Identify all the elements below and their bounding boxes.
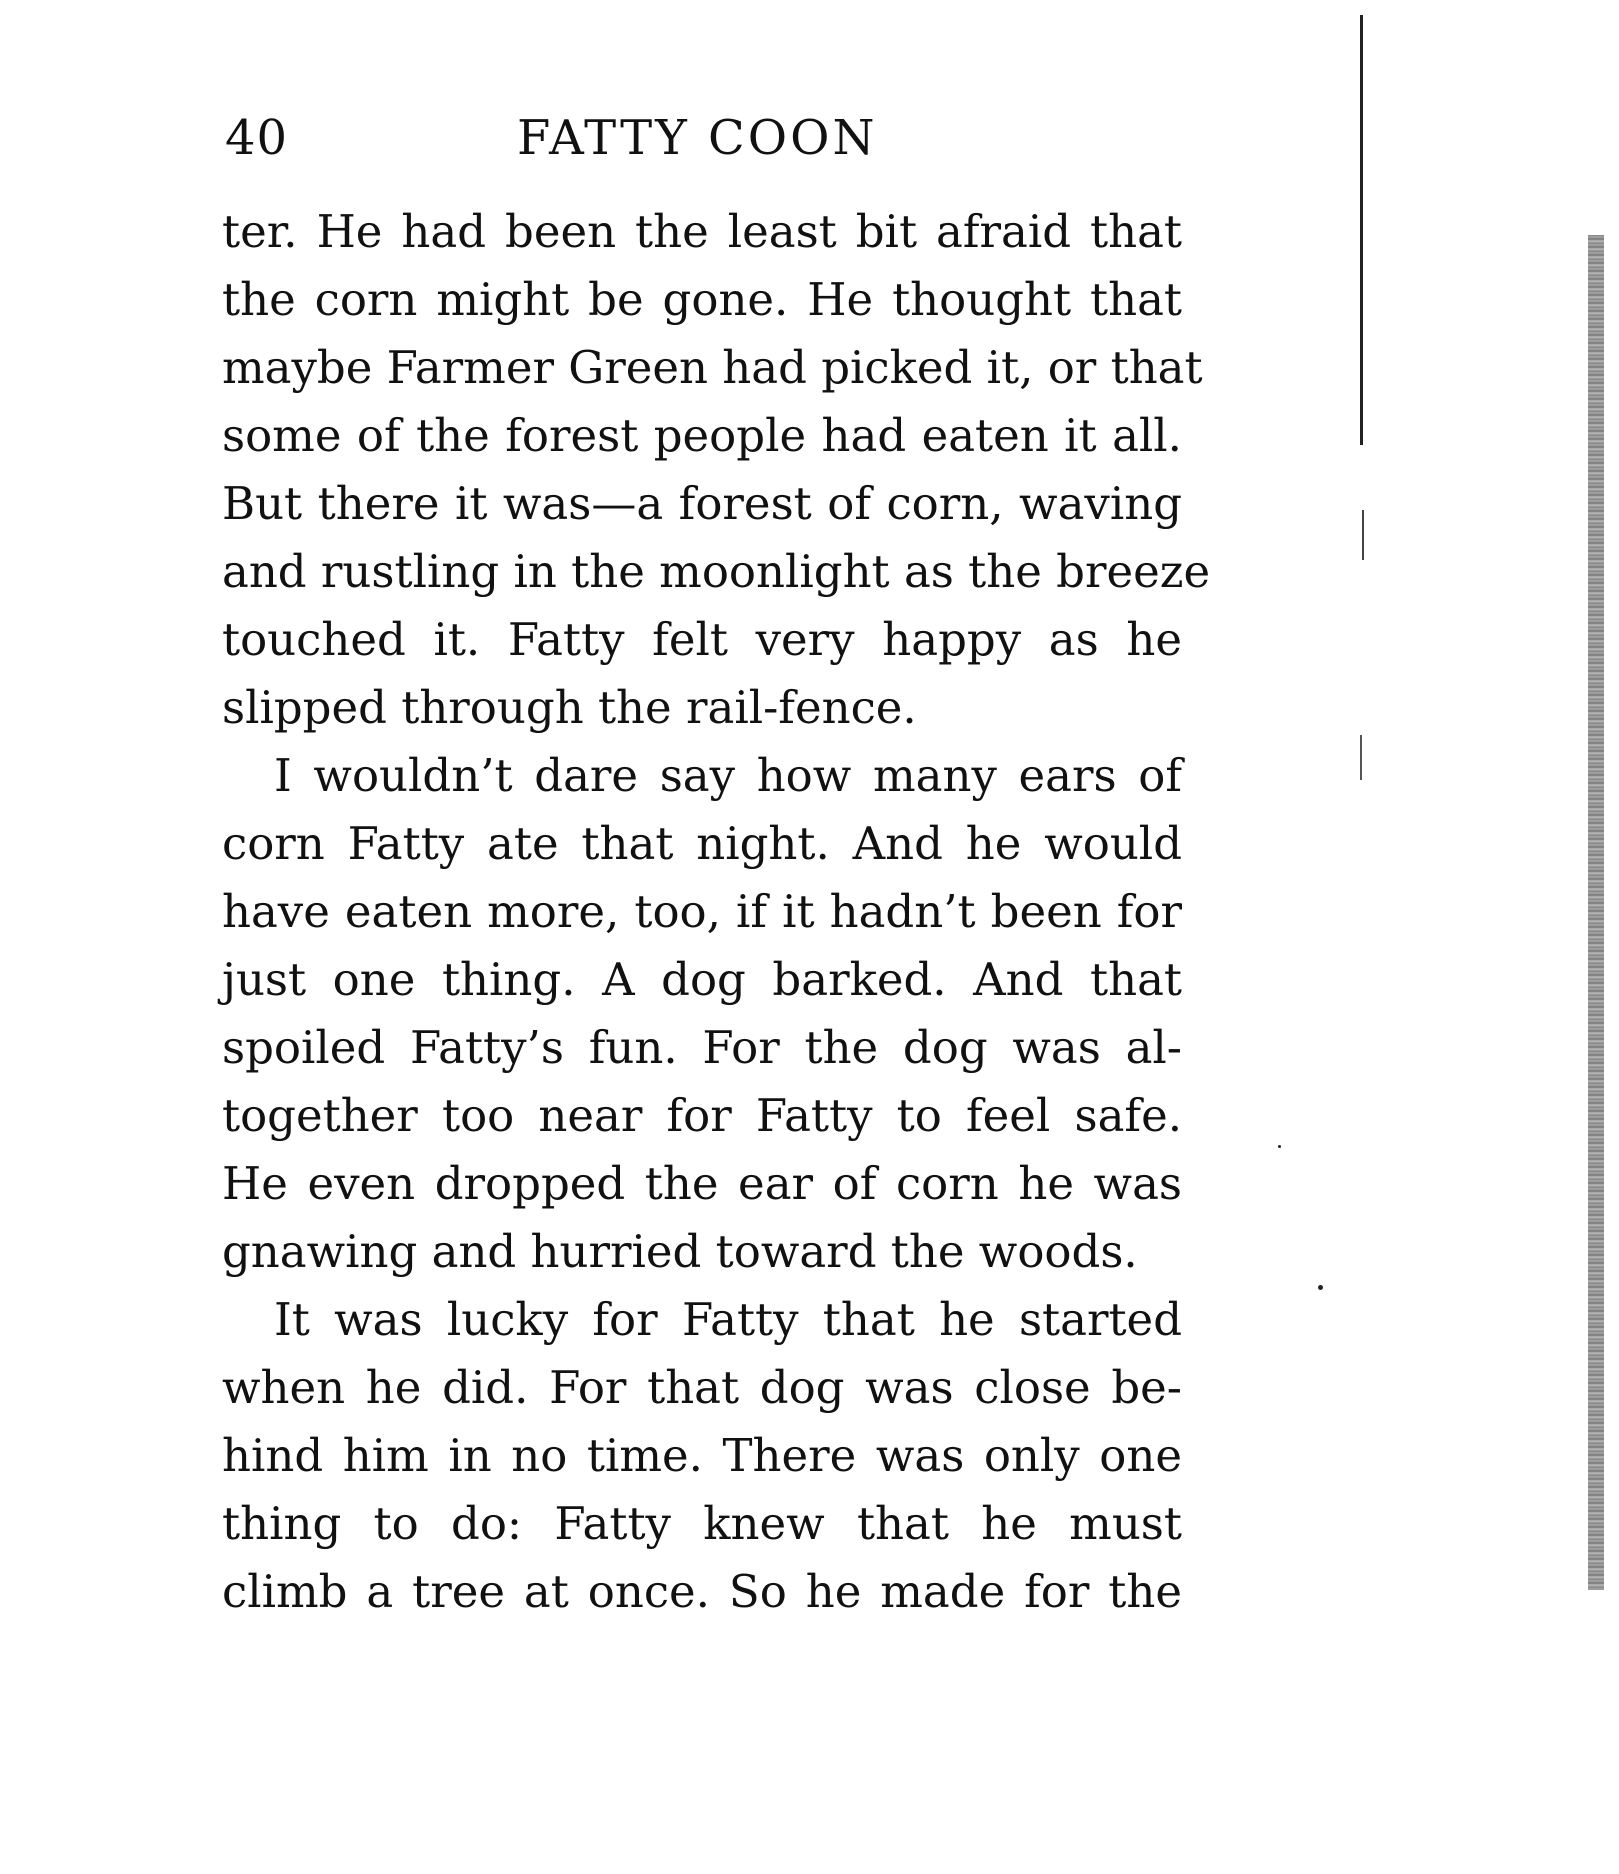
text-line: corn Fatty ate that night. And he would (222, 817, 1182, 870)
scan-speck (1278, 1145, 1281, 1148)
binding-edge-line (1360, 15, 1363, 445)
page-number: 40 (225, 110, 289, 166)
text-line: But there it was—a forest of corn, waving (222, 477, 1182, 530)
text-line: He even dropped the ear of corn he was (222, 1157, 1182, 1210)
running-title: FATTY COON (517, 110, 878, 166)
text-line: climb a tree at once. So he made for the (222, 1565, 1182, 1618)
scan-gutter-strip (1588, 235, 1604, 1590)
text-line: ter. He had been the least bit afraid that (222, 205, 1182, 258)
text-line: hind him in no time. There was only one (222, 1429, 1182, 1482)
scan-speck (1318, 1285, 1323, 1290)
text-line: It was lucky for Fatty that he started (274, 1293, 1182, 1346)
binding-edge-line (1360, 735, 1362, 780)
binding-edge-line (1362, 510, 1364, 560)
text-line: and rustling in the moonlight as the breeze (222, 545, 1211, 598)
text-line: I wouldn’t dare say how many ears of (274, 749, 1182, 802)
page-header (225, 108, 1185, 168)
text-line: touched it. Fatty felt very happy as he (222, 613, 1182, 666)
text-line: have eaten more, too, if it hadn’t been for (222, 885, 1182, 938)
text-line: some of the forest people had eaten it all. (222, 409, 1182, 462)
text-line: slipped through the rail-fence. (222, 681, 917, 734)
text-line: gnawing and hurried toward the woods. (222, 1225, 1138, 1278)
text-line: the corn might be gone. He thought that (222, 273, 1182, 326)
body-text (222, 198, 1211, 1626)
text-line: maybe Farmer Green had picked it, or that (222, 341, 1203, 394)
text-line: spoiled Fatty’s fun. For the dog was al- (222, 1021, 1182, 1074)
text-line: together too near for Fatty to feel safe. (222, 1089, 1182, 1142)
text-line: thing to do: Fatty knew that he must (222, 1497, 1182, 1550)
text-line: when he did. For that dog was close be- (222, 1361, 1182, 1414)
text-line: just one thing. A dog barked. And that (222, 953, 1182, 1006)
